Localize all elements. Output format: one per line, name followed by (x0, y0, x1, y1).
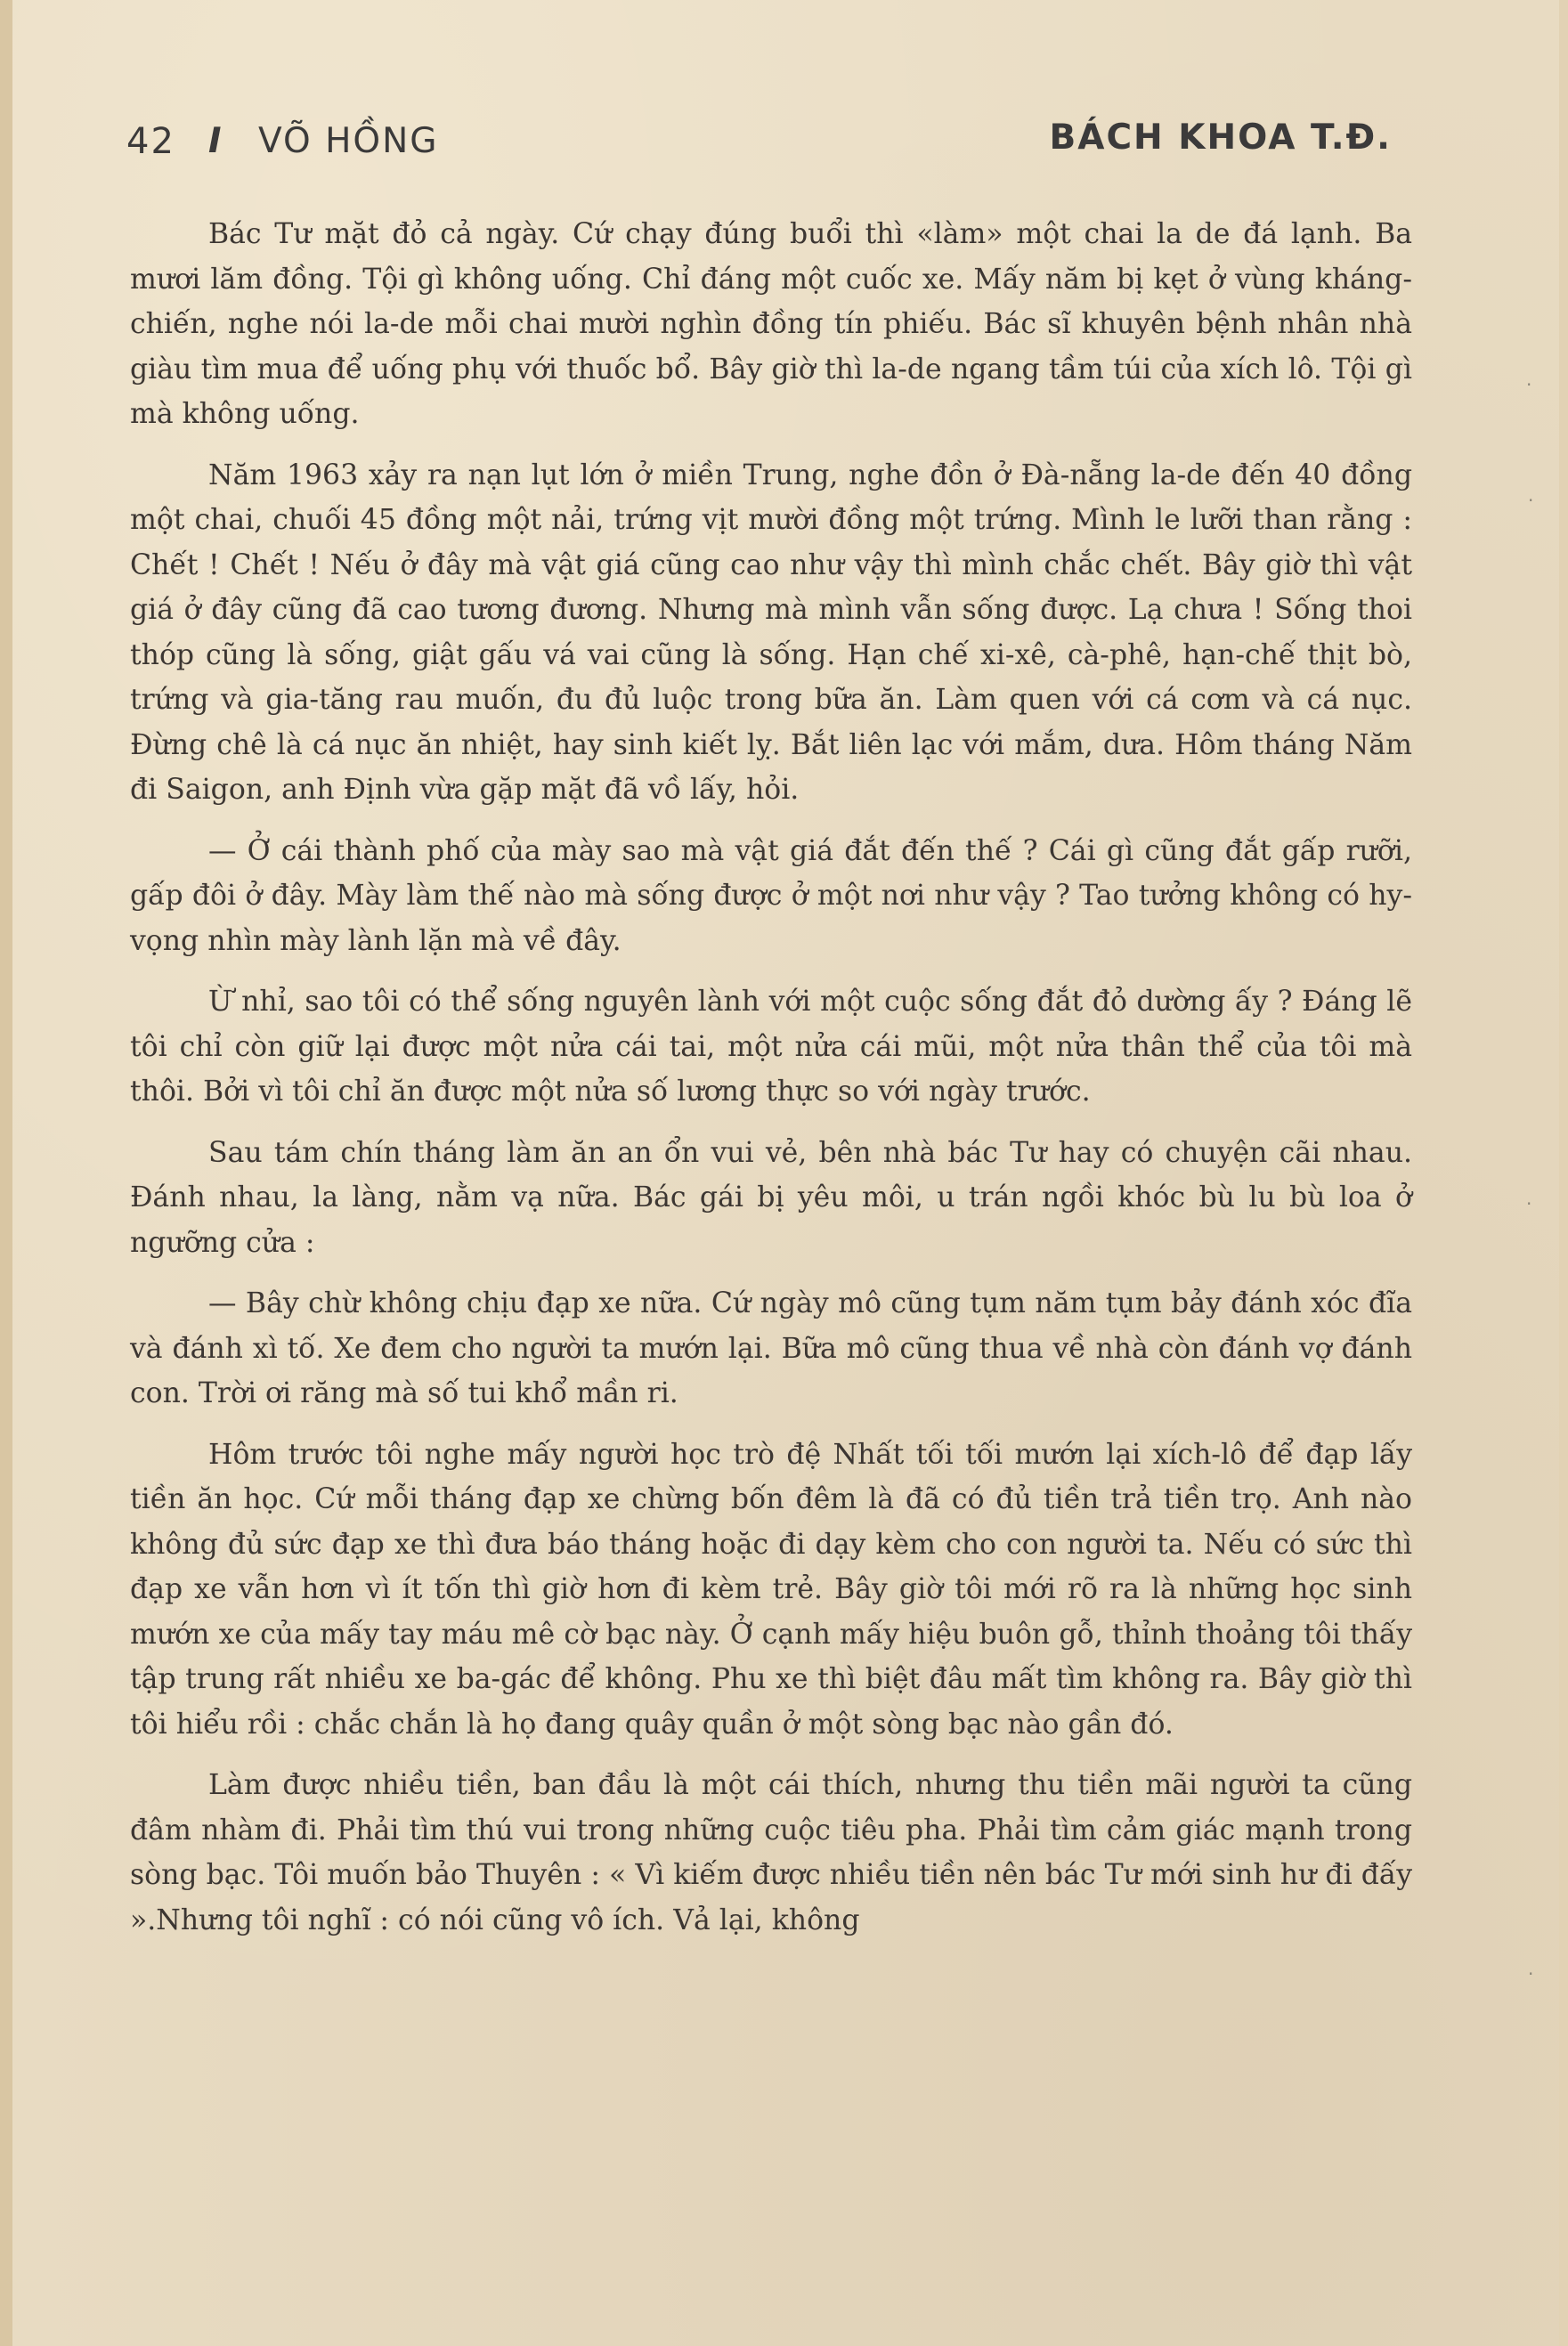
running-header (126, 105, 1392, 167)
header-journal-title: BÁCH KHOA T.Đ. (1049, 118, 1392, 158)
margin-speck: · (1526, 1193, 1532, 1214)
header-separator: I (208, 121, 223, 161)
paragraph: — Ở cái thành phố của mày sao mà vật giá đắt đến thế ? Cái gì cũng đắt gấp rưỡi, gấp đôi ở đây. Mày làm thế nào mà sống được ở một nơi như vậy ? Tao tưởng không có hy-vọng nhìn mày lành lặn mà về đây. (130, 834, 1412, 957)
paragraph: Hôm trước tôi nghe mấy người học trò đệ Nhất tối tối mướn lại xích-lô để đạp lấy tiền ăn học. Cứ mỗi tháng đạp xe chừng bốn đêm là đã có đủ tiền trả tiền trọ. Anh nào không đủ sức đạp xe thì đưa báo tháng hoặc đi dạy kèm cho con người ta. Nếu có sức thì đạp xe vẫn hơn vì ít tốn thì giờ hơn đi kèm trẻ. Bây giờ tôi mới rõ ra là những học sinh mướn xe của mấy tay máu mê cờ bạc này. Ở cạnh mấy hiệu buôn gỗ, thỉnh thoảng tôi thấy tập trung rất nhiều xe ba-gác để không. Phu xe thì biệt đâu mất tìm không ra. Bây giờ thì tôi hiểu rồi : chắc chắn là họ đang quây quần ở một sòng bạc nào gần đó. (130, 1438, 1412, 1741)
margin-speck: · (1526, 374, 1532, 395)
paragraph: Ừ nhỉ, sao tôi có thể sống nguyên lành với một cuộc sống đắt đỏ dường ấy ? Đáng lẽ tôi chỉ còn giữ lại được một nửa cái tai, một nửa cái mũi, một nửa thân thể của tôi mà thôi. Bởi vì tôi chỉ ăn được một nửa số lương thực so với ngày trước. (130, 986, 1412, 1108)
header-author: VÕ HỒNG (258, 121, 439, 161)
paragraph: Làm được nhiều tiền, ban đầu là một cái thích, nhưng thu tiền mãi người ta cũng đâm nhàm đi. Phải tìm thú vui trong những cuộc tiêu pha. Phải tìm cảm giác mạnh trong sòng bạc. Tôi muốn bảo Thuyên : « Vì kiếm được nhiều tiền nên bác Tư mới sinh hư đi đấy ».Nhưng tôi nghĩ : có nói cũng vô ích. Vả lại, không (130, 1769, 1412, 1936)
paragraph: — Bây chừ không chịu đạp xe nữa. Cứ ngày mô cũng tụm năm tụm bảy đánh xóc đĩa và đánh xì tố. Xe đem cho người ta mướn lại. Bữa mô cũng thua về nhà còn đánh vợ đánh con. Trời ơi răng mà số tui khổ mần ri. (130, 1287, 1412, 1409)
paragraph: Năm 1963 xảy ra nạn lụt lớn ở miền Trung, nghe đồn ở Đà-nẵng la-de đến 40 đồng một chai, chuối 45 đồng một nải, trứng vịt mười đồng một trứng. Mình le lưỡi than rằng : Chết ! Chết ! Nếu ở đây mà vật giá cũng cao như vậy thì mình chắc chết. Bây giờ thì vật giá ở đây cũng đã cao tương đương. Nhưng mà mình vẫn sống được. Lạ chưa ! Sống thoi thóp cũng là sống, giật gấu vá vai cũng là sống. Hạn chế xi-xê, cà-phê, hạn-chế thịt bò, trứng và gia-tăng rau muốn, đu đủ luộc trong bữa ăn. Làm quen với cá cơm và cá nục. Đừng chê là cá nục ăn nhiệt, hay sinh kiết lỵ. Bắt liên lạc với mắm, dưa. Hôm tháng Năm đi Saigon, anh Định vừa gặp mặt đã vồ lấy, hỏi. (130, 459, 1412, 806)
page-number: 42 (126, 121, 175, 162)
paragraph: Sau tám chín tháng làm ăn an ổn vui vẻ, bên nhà bác Tư hay có chuyện cãi nhau. Đánh nhau, la làng, nằm vạ nữa. Bác gái bị yêu môi, u trán ngồi khóc bù lu bù loa ở ngưỡng cửa : (130, 1136, 1412, 1259)
margin-speck: · (1528, 490, 1534, 511)
paragraph: Bác Tư mặt đỏ cả ngày. Cứ chạy đúng buổi thì «làm» một chai la de đá lạnh. Ba mươi lăm đồng. Tội gì không uống. Chỉ đáng một cuốc xe. Mấy năm bị kẹt ở vùng kháng-chiến, nghe nói la-de mỗi chai mười nghìn đồng tín phiếu. Bác sĩ khuyên bệnh nhân nhà giàu tìm mua để uống phụ với thuốc bổ. Bây giờ thì la-de ngang tầm túi của xích lô. Tội gì mà không uống. (130, 218, 1412, 430)
margin-speck: · (1528, 1963, 1534, 1985)
article-body (130, 212, 1412, 1959)
